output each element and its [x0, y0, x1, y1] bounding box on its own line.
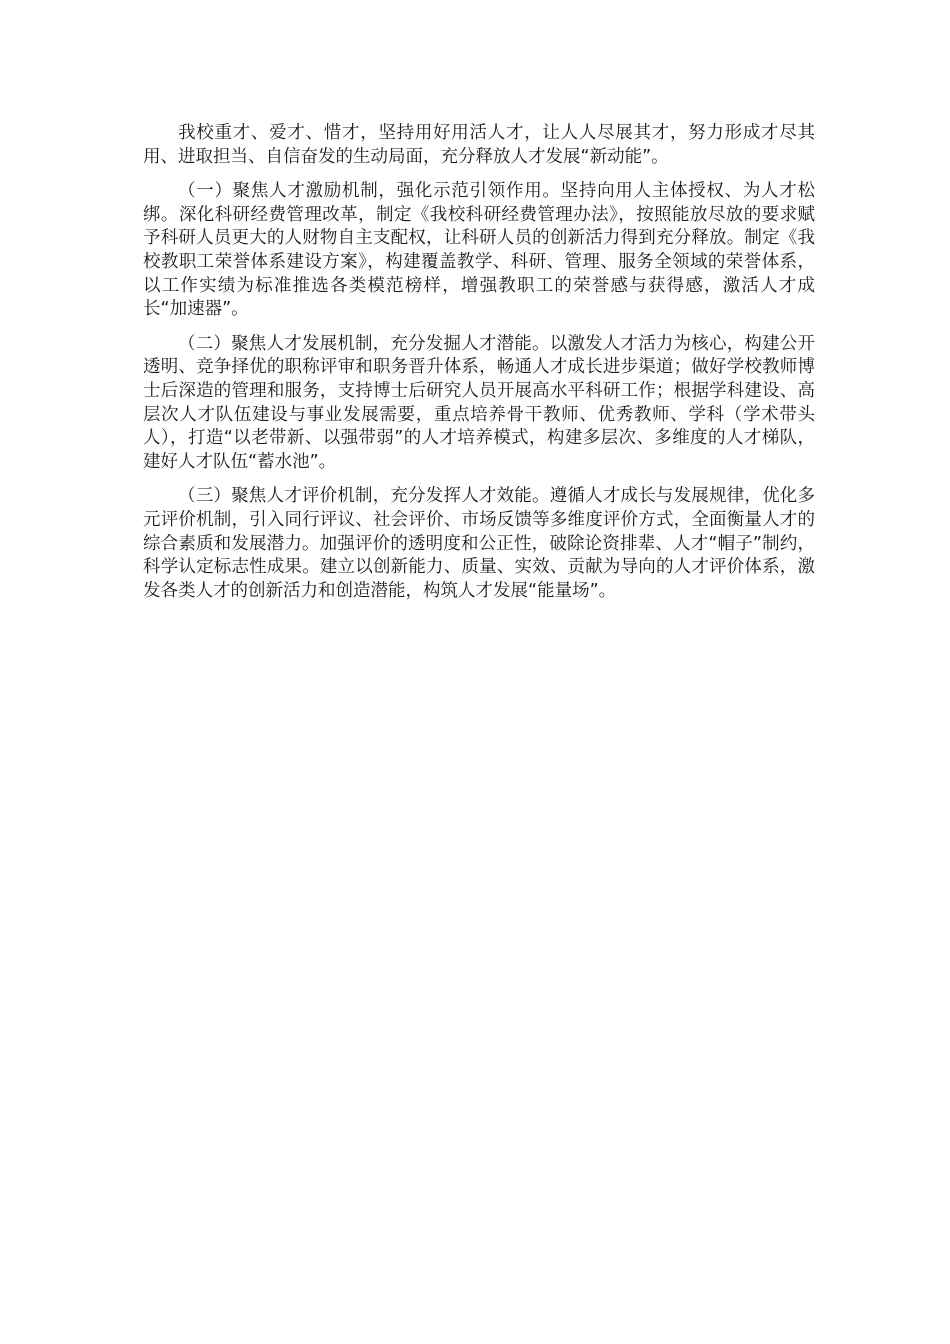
paragraph-development-mechanism: （二）聚焦人才发展机制，充分发掘人才潜能。以激发人才活力为核心，构建公开透明、竞争择优的职称评审和职务晋升体系，畅通人才成长进步渠道；做好学校教师博士后深造的管理和服务，支持博士后研究人员开展高水平科研工作；根据学科建设、高层次人才队伍建设与事业发展需要，重点培养骨干教师、优秀教师、学科（学术带头人），打造“以老带新、以强带弱”的人才培养模式，构建多层次、多维度的人才梯队，建好人才队伍“蓄水池”。: [143, 333, 815, 472]
paragraph-evaluation-mechanism: （三）聚焦人才评价机制，充分发挥人才效能。遵循人才成长与发展规律，优化多元评价机制，引入同行评议、社会评价、市场反馈等多维度评价方式，全面衡量人才的综合素质和发展潜力。加强评价的透明度和公正性，破除论资排辈、人才“帽子”制约，科学认定标志性成果。建立以创新能力、质量、实效、贡献为导向的人才评价体系，激发各类人才的创新活力和创造潜能，构筑人才发展“能量场”。: [143, 486, 815, 601]
document-body: [143, 122, 815, 603]
paragraph-intro: 我校重才、爱才、惜才，坚持用好用活人才，让人人尽展其才，努力形成才尽其用、进取担当、自信奋发的生动局面，充分释放人才发展“新动能”。: [143, 123, 815, 167]
paragraph-incentive-mechanism: （一）聚焦人才激励机制，强化示范引领作用。坚持向用人主体授权、为人才松绑。深化科研经费管理改革，制定《我校科研经费管理办法》，按照能放尽放的要求赋予科研人员更大的人财物自主支配权，让科研人员的创新活力得到充分释放。制定《我校教职工荣誉体系建设方案》，构建覆盖教学、科研、管理、服务全领域的荣誉体系，以工作实绩为标准推选各类模范榜样，增强教职工的荣誉感与获得感，激活人才成长“加速器”。: [143, 181, 815, 320]
